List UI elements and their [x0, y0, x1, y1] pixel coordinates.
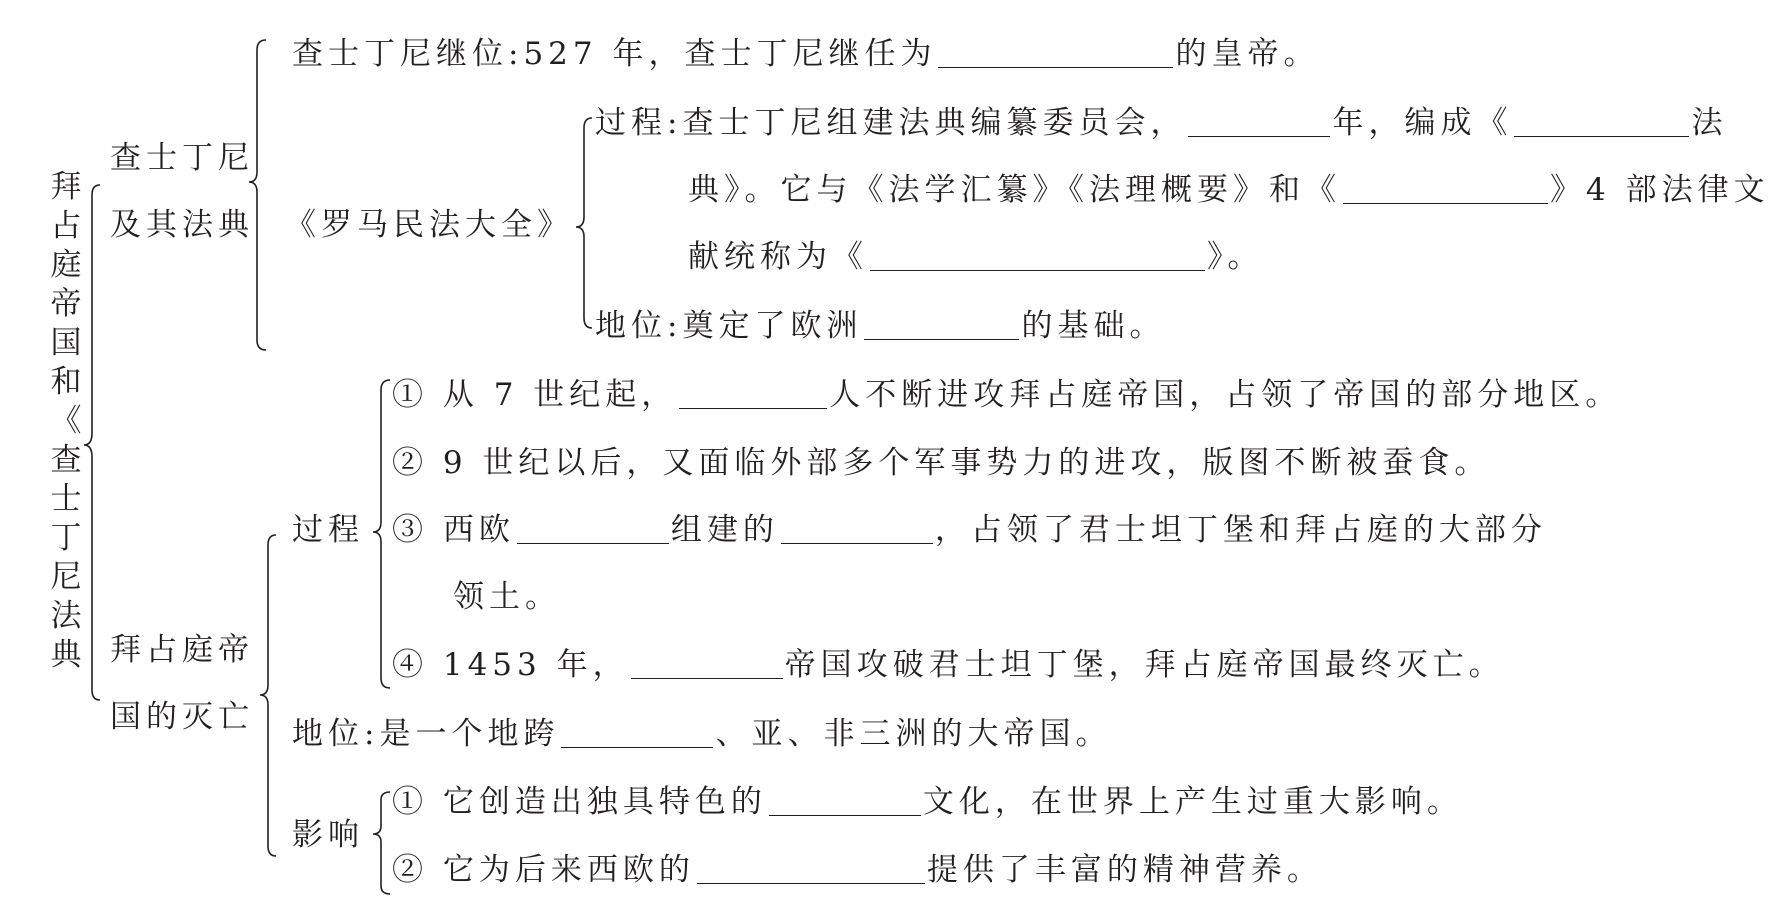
item-number: ② — [392, 445, 428, 481]
root-title-char: 士 — [50, 481, 82, 517]
item-number: ④ — [392, 647, 428, 683]
item-text-c: ，占领了君士坦丁堡和拜占庭的大部分 — [934, 512, 1547, 548]
fall-title-line-2: 国的灭亡 — [110, 699, 254, 735]
corpus-status-text-b: 的基础。 — [1021, 308, 1166, 344]
fall-process-item-4 — [392, 645, 1505, 685]
blank-year — [1188, 108, 1330, 137]
fall-status-text-a: 是一个地跨 — [379, 716, 560, 752]
impact-item-1 — [392, 782, 1463, 822]
item-text-b: 提供了丰富的精神营养。 — [926, 852, 1323, 888]
corpus-process-text-c: 法 — [1691, 105, 1728, 141]
item-text-a: 从 7 世纪起， — [442, 377, 678, 413]
fall-process-label: 过程 — [292, 512, 364, 548]
fall-process-item-3 — [392, 510, 1547, 550]
item-text-b: 帝国攻破君士坦丁堡，拜占庭帝国最终灭亡。 — [784, 647, 1505, 683]
corpus-status-line: 地位:奠定了欧洲 的基础。 — [595, 308, 1166, 344]
blank-continent — [561, 719, 713, 748]
corpus-process-text-a: 查士丁尼组建法典编纂委员会， — [682, 105, 1187, 141]
corpus-process-label: 过程 — [595, 105, 667, 141]
item-text-a: 1453 年， — [442, 647, 629, 683]
justinian-title-line-2: 及其法典 — [110, 207, 254, 243]
root-brace — [84, 185, 100, 700]
fall-process-item-1 — [392, 375, 1621, 415]
impact-item-2 — [392, 850, 1323, 890]
blank-collective-name — [870, 242, 1205, 271]
blank-empire — [938, 39, 1173, 68]
impact-label: 影响 — [292, 817, 364, 853]
fall-status-label: 地位 — [292, 716, 364, 752]
succession-label: 查士丁尼继位 — [292, 36, 508, 72]
root-title-char: 查 — [50, 442, 82, 478]
corpus-process-line-2 — [688, 170, 1770, 210]
corpus-process-text-d: 典》。它与《法学汇纂》《法理概要》和《 — [688, 172, 1341, 208]
fall-process-item-2 — [392, 443, 1490, 483]
blank-code-name — [1514, 108, 1689, 137]
corpus-process-text-f: 献统称为《 — [688, 239, 868, 275]
corpus-process-line-3 — [688, 237, 1264, 277]
justinian-title-line-1: 查士丁尼 — [110, 140, 254, 176]
corpus-status-text-a: 奠定了欧洲 — [682, 308, 863, 344]
item-number: ③ — [392, 512, 428, 548]
item-text-b: 人不断进攻拜占庭帝国，占领了帝国的部分地区。 — [829, 377, 1622, 413]
blank-culture — [769, 787, 921, 816]
root-title-char: 占 — [50, 208, 82, 244]
item-text-a: 西欧 — [442, 512, 515, 548]
blank-conquering-empire — [631, 650, 783, 679]
justinian-brace — [249, 40, 266, 350]
fall-brace — [260, 535, 276, 856]
root-title-char: 帝 — [50, 286, 82, 322]
succession-text-a: 527 年，查士丁尼继任为 — [523, 36, 937, 72]
root-title-char: 和 — [50, 364, 82, 400]
corpus-status-label: 地位 — [595, 308, 667, 344]
root-title-char: 法 — [50, 598, 82, 634]
root-title — [46, 168, 86, 675]
item-text-a: 它创造出独具特色的 — [442, 784, 767, 820]
item-text-b: 文化，在世界上产生过重大影响。 — [922, 784, 1463, 820]
succession-line: 查士丁尼继位:527 年，查士丁尼继任为 的皇帝。 — [292, 36, 1320, 72]
corpus-brace — [576, 118, 592, 328]
root-title-char: 典 — [50, 637, 82, 673]
root-title-char: 《 — [50, 403, 82, 439]
corpus-process-text-e: 》4 部法律文 — [1550, 172, 1770, 208]
fall-status-text-b: 、亚、非三洲的大帝国。 — [715, 716, 1112, 752]
item-number: ① — [392, 377, 428, 413]
root-title-char: 丁 — [50, 520, 82, 556]
blank-law-foundation — [864, 311, 1019, 340]
root-title-char: 拜 — [50, 169, 82, 205]
blank-invaders — [679, 380, 827, 409]
item-number: ② — [392, 852, 428, 888]
blank-fourth-code — [1343, 175, 1548, 204]
fall-process-brace — [373, 380, 390, 688]
item-text-b: 组建的 — [670, 512, 779, 548]
impact-brace — [373, 792, 390, 894]
item-number: ① — [392, 784, 428, 820]
succession-text-b: 的皇帝。 — [1175, 36, 1320, 72]
corpus-process-text-b: 年，编成《 — [1332, 105, 1513, 141]
fall-process-item-3-cont: 领土。 — [453, 579, 561, 615]
fall-title-line-1: 拜占庭帝 — [110, 632, 254, 668]
corpus-process-text-g: 》。 — [1207, 239, 1264, 275]
root-title-char: 尼 — [50, 559, 82, 595]
blank-organizer — [517, 515, 669, 544]
corpus-label: 《罗马民法大全》 — [285, 207, 573, 243]
blank-renaissance — [697, 855, 925, 884]
root-title-char: 庭 — [50, 247, 82, 283]
item-text: 9 世纪以后，又面临外部多个军事势力的进攻，版图不断被蚕食。 — [442, 445, 1491, 481]
root-title-char: 国 — [50, 325, 82, 361]
fall-status-line: 地位:是一个地跨 、亚、非三洲的大帝国。 — [292, 716, 1112, 752]
corpus-process-line-1: 过程:查士丁尼组建法典编纂委员会， 年，编成《 法 — [595, 105, 1728, 141]
blank-army — [781, 515, 933, 544]
item-text-a: 它为后来西欧的 — [442, 852, 695, 888]
